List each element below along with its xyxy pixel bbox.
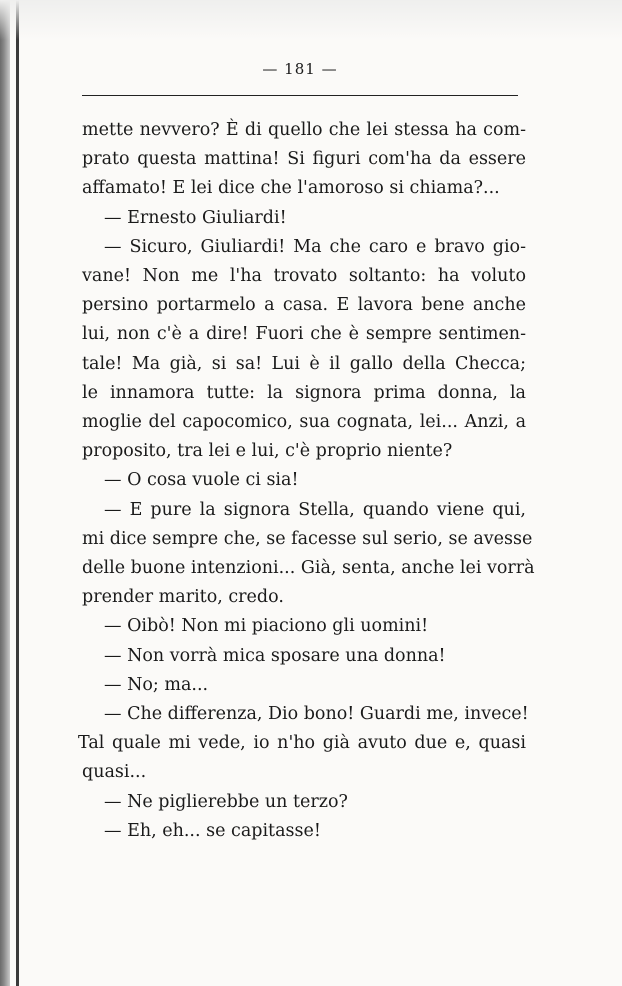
page-top-shade (0, 0, 622, 40)
text-line: persino portarmelo a casa. E lavora bene anche (82, 295, 526, 316)
page-body-text (78, 116, 535, 846)
text-line: prender marito, credo. (82, 587, 284, 608)
header-rule (82, 95, 518, 96)
text-line: quasi... (82, 762, 147, 783)
text-line: proposito, tra lei e lui, c'è proprio niente? (82, 441, 453, 462)
text-line: — Non vorrà mica sposare una donna! (104, 645, 446, 666)
page-gutter-line (16, 0, 19, 986)
text-line: lui, non c'è a dire! Fuori che è sempre sentimen- (82, 324, 526, 345)
text-line: — Ne piglierebbe un terzo? (104, 791, 348, 812)
text-line: delle buone intenzioni... Già, senta, anche lei vorrà (82, 558, 535, 579)
text-line: — O cosa vuole ci sia! (104, 470, 299, 491)
text-line: — Sicuro, Giuliardi! Ma che caro e bravo gio- (104, 236, 526, 257)
text-line: le innamora tutte: la signora prima donna, la (82, 382, 526, 403)
text-line: moglie del capocomico, sua cognata, lei... Anzi, a (82, 412, 526, 433)
text-line: — Che differenza, Dio bono! Guardi me, invece! (104, 704, 529, 725)
text-line: — Eh, eh... se capitasse! (104, 820, 321, 841)
text-line: — E pure la signora Stella, quando viene qui, (104, 499, 526, 520)
text-line: — Ernesto Giuliardi! (104, 207, 287, 228)
text-line: mette nevvero? È di quello che lei stessa ha com- (82, 120, 526, 140)
text-line: — Oibò! Non mi piaciono gli uomini! (104, 616, 429, 637)
page-binding-edge (0, 0, 10, 986)
text-line: mi dice sempre che, se facesse sul serio, se avesse (82, 528, 533, 549)
text-line: affamato! E lei dice che l'amoroso si chiama?... (82, 178, 500, 199)
text-line: — No; ma... (104, 674, 209, 695)
text-line: tale! Ma già, si sa! Lui è il gallo della Checca; (82, 353, 526, 374)
text-line: vane! Non me l'ha trovato soltanto: ha voluto (82, 266, 526, 287)
text-line: prato questa mattina! Si figuri com'ha da essere (82, 149, 526, 170)
page-number: — 181 — (262, 60, 338, 78)
text-line: Tal quale mi vede, io n'ho già avuto due e, quasi (78, 733, 526, 754)
